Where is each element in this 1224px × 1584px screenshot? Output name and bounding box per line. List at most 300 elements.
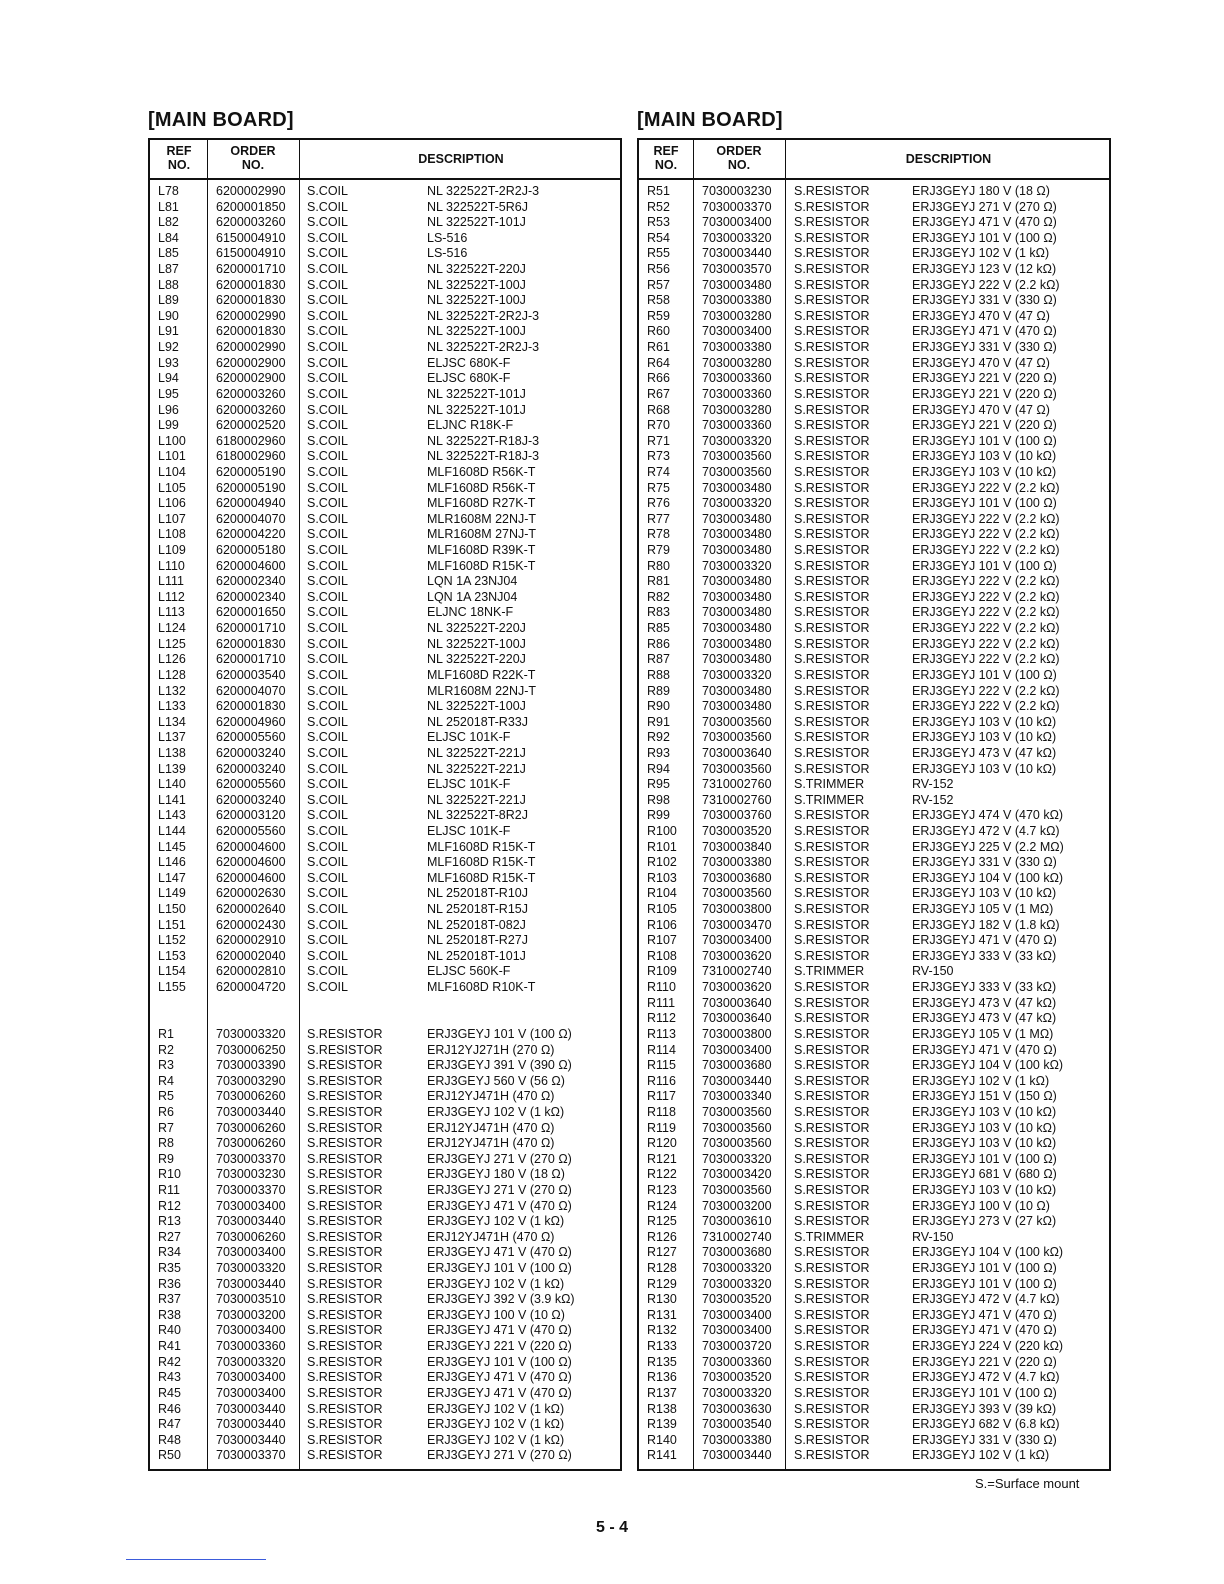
table-row — [150, 293, 620, 309]
part-type: S.RESISTOR — [794, 621, 870, 636]
table-row — [639, 1292, 1109, 1308]
ref-no: L106 — [158, 496, 186, 511]
order-no: 7030003400 — [216, 1245, 286, 1260]
ref-no: R114 — [647, 1042, 676, 1057]
order-no: 7030003680 — [702, 870, 772, 885]
table-row — [150, 184, 620, 200]
table-row — [639, 902, 1109, 918]
table-row — [639, 840, 1109, 856]
part-spec: ERJ12YJ471H (470 Ω) — [427, 1229, 555, 1244]
part-spec: NL 322522T-220J — [427, 621, 526, 636]
order-no: 6200001710 — [216, 621, 286, 636]
table-row — [639, 215, 1109, 231]
table-row — [150, 1214, 620, 1230]
order-no: 7030003440 — [216, 1401, 286, 1416]
ref-no: R128 — [647, 1261, 677, 1276]
part-spec: ERJ3GEYJ 392 V (3.9 kΩ) — [427, 1292, 575, 1307]
order-no: 7030003480 — [702, 277, 772, 292]
ref-no: L128 — [158, 667, 186, 682]
order-no: 7030003400 — [216, 1198, 286, 1213]
part-spec: MLF1608D R56K-T — [427, 464, 536, 479]
order-no: 7030006260 — [216, 1120, 286, 1135]
part-spec: NL 252018T-R27J — [427, 933, 528, 948]
part-spec: LS-516 — [427, 246, 468, 261]
part-type: S.RESISTOR — [794, 355, 870, 370]
order-no: 6200002990 — [216, 308, 286, 323]
order-no: 7030003320 — [702, 1151, 772, 1166]
ref-no: R101 — [647, 839, 677, 854]
part-spec: ERJ3GEYJ 222 V (2.2 kΩ) — [912, 511, 1060, 526]
table-row — [150, 684, 620, 700]
order-no: 6200001710 — [216, 652, 286, 667]
part-type: S.RESISTOR — [794, 1432, 870, 1447]
part-spec: ELJNC 18NK-F — [427, 605, 514, 620]
table-row — [639, 465, 1109, 481]
ref-no: R93 — [647, 745, 670, 760]
order-no: 7030003480 — [702, 652, 772, 667]
part-spec: ERJ3GEYJ 221 V (220 Ω) — [912, 418, 1057, 433]
ref-no: L137 — [158, 730, 186, 745]
order-no: 7030003480 — [702, 699, 772, 714]
ref-no: R68 — [647, 402, 670, 417]
part-spec: ERJ3GEYJ 222 V (2.2 kΩ) — [912, 480, 1060, 495]
part-type: S.TRIMMER — [794, 964, 865, 979]
table-row — [150, 605, 620, 621]
order-no: 6200002340 — [216, 574, 286, 589]
part-spec: NL 322522T-100J — [427, 293, 526, 308]
table-row — [639, 1339, 1109, 1355]
table-row — [639, 340, 1109, 356]
ref-no: L133 — [158, 699, 186, 714]
part-type: S.COIL — [307, 964, 348, 979]
part-spec: ERJ3GEYJ 102 V (1 kΩ) — [427, 1276, 565, 1291]
part-type: S.COIL — [307, 621, 348, 636]
part-type: S.RESISTOR — [794, 886, 870, 901]
table-row — [639, 1402, 1109, 1418]
part-type: S.RESISTOR — [794, 636, 870, 651]
header-description: DESCRIPTION — [418, 152, 504, 166]
part-spec: ERJ3GEYJ 101 V (100 Ω) — [912, 1151, 1057, 1166]
part-spec: ERJ3GEYJ 471 V (470 Ω) — [912, 215, 1057, 230]
ref-no: L110 — [158, 558, 185, 573]
order-no: 7030003360 — [702, 386, 772, 401]
part-type: S.RESISTOR — [794, 543, 870, 558]
table-row — [639, 949, 1109, 965]
ref-no: L89 — [158, 293, 179, 308]
table-row — [150, 1105, 620, 1121]
ref-no: R104 — [647, 886, 677, 901]
ref-no: R38 — [158, 1307, 181, 1322]
table-row — [639, 824, 1109, 840]
part-spec: RV-152 — [912, 777, 954, 792]
order-no: 6200003260 — [216, 215, 286, 230]
ref-no: R56 — [647, 262, 670, 277]
part-spec: NL 252018T-101J — [427, 948, 526, 963]
table-row — [639, 496, 1109, 512]
header-description: DESCRIPTION — [905, 152, 992, 166]
order-no: 7030003520 — [702, 1292, 772, 1307]
order-no: 7030003320 — [702, 1385, 772, 1400]
table-row — [639, 574, 1109, 590]
order-no: 7030003400 — [216, 1385, 286, 1400]
table-row — [639, 590, 1109, 606]
part-type: S.COIL — [307, 215, 348, 230]
table-row — [150, 418, 620, 434]
table-row — [150, 933, 620, 949]
ref-no: R6 — [158, 1104, 174, 1119]
ref-no: R137 — [647, 1385, 677, 1400]
part-spec: ERJ3GEYJ 225 V (2.2 MΩ) — [912, 839, 1064, 854]
part-type: S.COIL — [307, 308, 348, 323]
order-no: 7030003440 — [216, 1104, 286, 1119]
table-row — [639, 512, 1109, 528]
part-spec: MLF1608D R22K-T — [427, 667, 536, 682]
order-no: 6200001830 — [216, 324, 286, 339]
part-spec: LQN 1A 23NJ04 — [427, 574, 518, 589]
ref-no: R118 — [647, 1104, 676, 1119]
order-no: 7030003320 — [702, 496, 772, 511]
part-spec: ERJ3GEYJ 100 V (10 Ω) — [427, 1307, 565, 1322]
table-row — [150, 1152, 620, 1168]
table-row — [639, 1152, 1109, 1168]
part-type: S.RESISTOR — [794, 589, 870, 604]
ref-no: L141 — [158, 792, 186, 807]
part-type: S.COIL — [307, 184, 348, 198]
table-row — [150, 777, 620, 793]
part-spec: MLF1608D R15K-T — [427, 855, 536, 870]
part-type: S.COIL — [307, 371, 348, 386]
part-spec: RV-152 — [912, 792, 954, 807]
ref-no: R2 — [158, 1042, 174, 1057]
header-ref-line2: NO. — [654, 158, 678, 172]
table-row — [639, 668, 1109, 684]
table-row — [639, 1433, 1109, 1449]
ref-no: L84 — [158, 230, 179, 245]
part-type: S.COIL — [307, 730, 348, 745]
ref-no: R36 — [158, 1276, 181, 1291]
ref-no: L100 — [158, 433, 186, 448]
order-no: 6200004600 — [216, 855, 286, 870]
part-spec: ERJ3GEYJ 103 V (10 kΩ) — [912, 1120, 1057, 1135]
part-spec: NL 322522T-2R2J-3 — [427, 340, 540, 355]
part-type: S.RESISTOR — [794, 1276, 870, 1291]
part-type: S.COIL — [307, 808, 348, 823]
part-type: S.RESISTOR — [794, 855, 870, 870]
table-row — [150, 543, 620, 559]
table-row — [150, 1199, 620, 1215]
table-row — [639, 1089, 1109, 1105]
table-row — [639, 871, 1109, 887]
order-no: 6200003240 — [216, 745, 286, 760]
order-no: 7030006260 — [216, 1229, 286, 1244]
part-type: S.RESISTOR — [794, 1073, 870, 1088]
order-no: 7030003400 — [702, 1323, 772, 1338]
part-type: S.RESISTOR — [794, 1245, 870, 1260]
part-type: S.RESISTOR — [794, 1354, 870, 1369]
table-row — [639, 918, 1109, 934]
part-spec: ERJ3GEYJ 182 V (1.8 kΩ) — [912, 917, 1060, 932]
ref-no: R108 — [647, 948, 677, 963]
header-order — [696, 144, 782, 172]
part-type: S.COIL — [307, 402, 348, 417]
part-spec: ERJ3GEYJ 101 V (100 Ω) — [427, 1026, 572, 1041]
order-no: 6200002910 — [216, 933, 286, 948]
part-spec: ERJ3GEYJ 271 V (270 Ω) — [427, 1183, 572, 1197]
part-type: S.RESISTOR — [794, 1089, 870, 1104]
ref-no: R85 — [647, 621, 670, 636]
order-no: 7030003380 — [702, 1432, 772, 1447]
left-parts-panel — [148, 108, 622, 1471]
part-type: S.RESISTOR — [794, 293, 870, 308]
table-row — [150, 1230, 620, 1246]
order-no: 7030003360 — [702, 1354, 772, 1369]
table-row — [639, 637, 1109, 653]
part-spec: NL 252018T-R15J — [427, 902, 528, 917]
order-no: 7030003440 — [702, 1448, 772, 1463]
table-row — [639, 777, 1109, 793]
part-type: S.COIL — [307, 792, 348, 807]
ref-no: L85 — [158, 246, 179, 261]
ref-no: R115 — [647, 1058, 676, 1073]
part-type: S.RESISTOR — [307, 1104, 383, 1119]
part-type: S.RESISTOR — [794, 464, 870, 479]
ref-no: R52 — [647, 199, 670, 214]
part-spec: ERJ3GEYJ 331 V (330 Ω) — [912, 1432, 1057, 1447]
table-row — [150, 964, 620, 980]
table-row — [150, 1292, 620, 1308]
part-type: S.RESISTOR — [794, 184, 870, 198]
order-no: 7030003340 — [702, 1089, 772, 1104]
header-ref-line1: REF — [166, 144, 192, 158]
order-no: 7030003290 — [216, 1073, 286, 1088]
part-type: S.COIL — [307, 980, 348, 995]
ref-no: R124 — [647, 1198, 677, 1213]
part-spec: ERJ3GEYJ 471 V (470 Ω) — [912, 933, 1057, 948]
part-spec: NL 322522T-100J — [427, 324, 526, 339]
table-row — [639, 418, 1109, 434]
ref-no: L149 — [158, 886, 186, 901]
part-spec: NL 322522T-221J — [427, 761, 526, 776]
order-no: 7030003440 — [216, 1417, 286, 1432]
part-type: S.COIL — [307, 777, 348, 792]
order-no: 7030006250 — [216, 1042, 286, 1057]
part-type: S.COIL — [307, 496, 348, 511]
part-type: S.RESISTOR — [794, 1307, 870, 1322]
ref-no: R136 — [647, 1370, 677, 1385]
part-type: S.COIL — [307, 324, 348, 339]
ref-no: R82 — [647, 589, 670, 604]
order-no: 6200002630 — [216, 886, 286, 901]
ref-no: R57 — [647, 277, 670, 292]
ref-no: L87 — [158, 262, 179, 277]
part-spec: ELJNC R18K-F — [427, 418, 514, 433]
ref-no: R80 — [647, 558, 670, 573]
board-title: [MAIN BOARD] — [637, 109, 783, 131]
order-no: 7030003720 — [702, 1339, 772, 1354]
part-type: S.RESISTOR — [307, 1120, 383, 1135]
part-type: S.RESISTOR — [794, 1120, 870, 1135]
order-no: 6200004220 — [216, 527, 286, 542]
ref-no: L150 — [158, 902, 186, 917]
table-row — [150, 840, 620, 856]
part-spec: ERJ12YJ471H (470 Ω) — [427, 1136, 555, 1151]
order-no: 7030003440 — [216, 1432, 286, 1447]
part-type: S.COIL — [307, 917, 348, 932]
ref-no: R59 — [647, 308, 670, 323]
part-spec: ERJ3GEYJ 151 V (150 Ω) — [912, 1089, 1057, 1104]
order-no: 7030003370 — [702, 199, 772, 214]
ref-no: L107 — [158, 511, 186, 526]
ref-no: L152 — [158, 933, 186, 948]
part-type: S.RESISTOR — [794, 761, 870, 776]
table-row — [639, 246, 1109, 262]
part-spec: ERJ3GEYJ 471 V (470 Ω) — [427, 1385, 572, 1400]
part-type: S.RESISTOR — [794, 1292, 870, 1307]
table-row — [150, 481, 620, 497]
parts-table — [148, 138, 622, 1471]
part-type: S.RESISTOR — [307, 1058, 383, 1073]
part-spec: ERJ3GEYJ 103 V (10 kΩ) — [912, 449, 1057, 464]
ref-no: L124 — [158, 621, 186, 636]
table-row — [639, 762, 1109, 778]
ref-no: R7 — [158, 1120, 174, 1135]
part-type: S.COIL — [307, 699, 348, 714]
order-no: 7030003370 — [216, 1448, 286, 1463]
table-row — [150, 1323, 620, 1339]
part-spec: ERJ3GEYJ 221 V (220 Ω) — [912, 371, 1057, 386]
table-row — [639, 293, 1109, 309]
table-row — [150, 1370, 620, 1386]
part-type: S.RESISTOR — [794, 1401, 870, 1416]
ref-no: R66 — [647, 371, 670, 386]
table-row — [150, 215, 620, 231]
table-row — [150, 1402, 620, 1418]
ref-no: R126 — [647, 1229, 677, 1244]
part-type: S.RESISTOR — [794, 386, 870, 401]
part-type: S.TRIMMER — [794, 1229, 865, 1244]
part-type: S.RESISTOR — [307, 1276, 383, 1291]
table-row — [639, 1183, 1109, 1199]
order-no: 7030003320 — [702, 433, 772, 448]
order-no: 7030003560 — [702, 1136, 772, 1151]
order-no: 6200002340 — [216, 589, 286, 604]
part-spec: ERJ3GEYJ 102 V (1 kΩ) — [427, 1432, 565, 1447]
order-no: 7030003200 — [702, 1198, 772, 1213]
part-spec: ELJSC 560K-F — [427, 964, 511, 979]
header-order-line1: ORDER — [716, 144, 762, 158]
order-no: 7030003620 — [702, 980, 772, 995]
ref-no: R110 — [647, 980, 676, 995]
order-no: 7030003520 — [702, 1370, 772, 1385]
ref-no: L82 — [158, 215, 179, 230]
part-type: S.RESISTOR — [794, 246, 870, 261]
part-type: S.COIL — [307, 199, 348, 214]
part-spec: ERJ3GEYJ 222 V (2.2 kΩ) — [912, 699, 1060, 714]
ref-no: R91 — [647, 714, 670, 729]
ref-no: L138 — [158, 745, 186, 760]
order-no: 6200001650 — [216, 605, 286, 620]
order-no: 6200004600 — [216, 870, 286, 885]
table-row — [639, 1027, 1109, 1043]
part-spec: NL 322522T-R18J-3 — [427, 449, 540, 464]
table-row — [639, 605, 1109, 621]
part-type: S.COIL — [307, 558, 348, 573]
part-type: S.RESISTOR — [794, 1339, 870, 1354]
part-spec: ERJ3GEYJ 471 V (470 Ω) — [427, 1198, 572, 1213]
order-no: 6200004600 — [216, 839, 286, 854]
order-no: 7030003400 — [216, 1323, 286, 1338]
part-type: S.RESISTOR — [794, 402, 870, 417]
part-spec: ERJ3GEYJ 471 V (470 Ω) — [912, 1042, 1057, 1057]
part-spec: ERJ3GEYJ 103 V (10 kΩ) — [912, 730, 1057, 745]
part-spec: ERJ3GEYJ 102 V (1 kΩ) — [912, 1073, 1050, 1088]
part-type: S.RESISTOR — [794, 1370, 870, 1385]
order-no: 6200005560 — [216, 823, 286, 838]
ref-no: R88 — [647, 667, 670, 682]
ref-no: L146 — [158, 855, 186, 870]
part-spec: ERJ3GEYJ 472 V (4.7 kΩ) — [912, 1370, 1060, 1385]
ref-no: R107 — [647, 933, 677, 948]
table-row — [639, 933, 1109, 949]
ref-no: L113 — [158, 605, 185, 620]
table-row — [639, 1136, 1109, 1152]
table-row — [150, 246, 620, 262]
ref-no: R8 — [158, 1136, 174, 1151]
table-row — [150, 356, 620, 372]
table-row — [150, 1089, 620, 1105]
table-row — [150, 668, 620, 684]
part-type: S.RESISTOR — [794, 1042, 870, 1057]
table-row — [639, 1386, 1109, 1402]
ref-no: L99 — [158, 418, 179, 433]
order-no: 7030003630 — [702, 1401, 772, 1416]
order-no: 6200004600 — [216, 558, 286, 573]
part-spec: ERJ3GEYJ 222 V (2.2 kΩ) — [912, 636, 1060, 651]
ref-no: R41 — [158, 1339, 181, 1354]
ref-no: L125 — [158, 636, 186, 651]
order-no: 7030003640 — [702, 745, 772, 760]
part-type: S.RESISTOR — [794, 1011, 870, 1026]
ref-no: R74 — [647, 464, 670, 479]
part-spec: ERJ3GEYJ 331 V (330 Ω) — [912, 340, 1057, 355]
table-row — [150, 652, 620, 668]
part-type: S.RESISTOR — [307, 1401, 383, 1416]
order-no: 7030003440 — [702, 246, 772, 261]
ref-no: R81 — [647, 574, 670, 589]
part-spec: ERJ3GEYJ 102 V (1 kΩ) — [427, 1417, 565, 1432]
part-spec: ERJ3GEYJ 222 V (2.2 kΩ) — [912, 589, 1060, 604]
order-no: 7030003200 — [216, 1307, 286, 1322]
table-row — [150, 715, 620, 731]
part-type: S.RESISTOR — [794, 511, 870, 526]
ref-no: R51 — [647, 184, 670, 198]
table-row — [639, 1323, 1109, 1339]
table-row — [639, 1308, 1109, 1324]
table-row — [150, 1183, 620, 1199]
part-type: S.RESISTOR — [794, 418, 870, 433]
ref-no: R119 — [647, 1120, 676, 1135]
part-type: S.RESISTOR — [794, 902, 870, 917]
part-spec: ERJ3GEYJ 101 V (100 Ω) — [912, 496, 1057, 511]
part-spec: ERJ3GEYJ 101 V (100 Ω) — [912, 558, 1057, 573]
part-spec: ERJ3GEYJ 102 V (1 kΩ) — [427, 1104, 565, 1119]
part-type: S.COIL — [307, 355, 348, 370]
part-type: S.RESISTOR — [794, 371, 870, 386]
order-no: 7030003320 — [702, 1276, 772, 1291]
part-spec: ERJ3GEYJ 331 V (330 Ω) — [912, 293, 1057, 308]
table-row — [639, 559, 1109, 575]
order-no: 6200005560 — [216, 777, 286, 792]
